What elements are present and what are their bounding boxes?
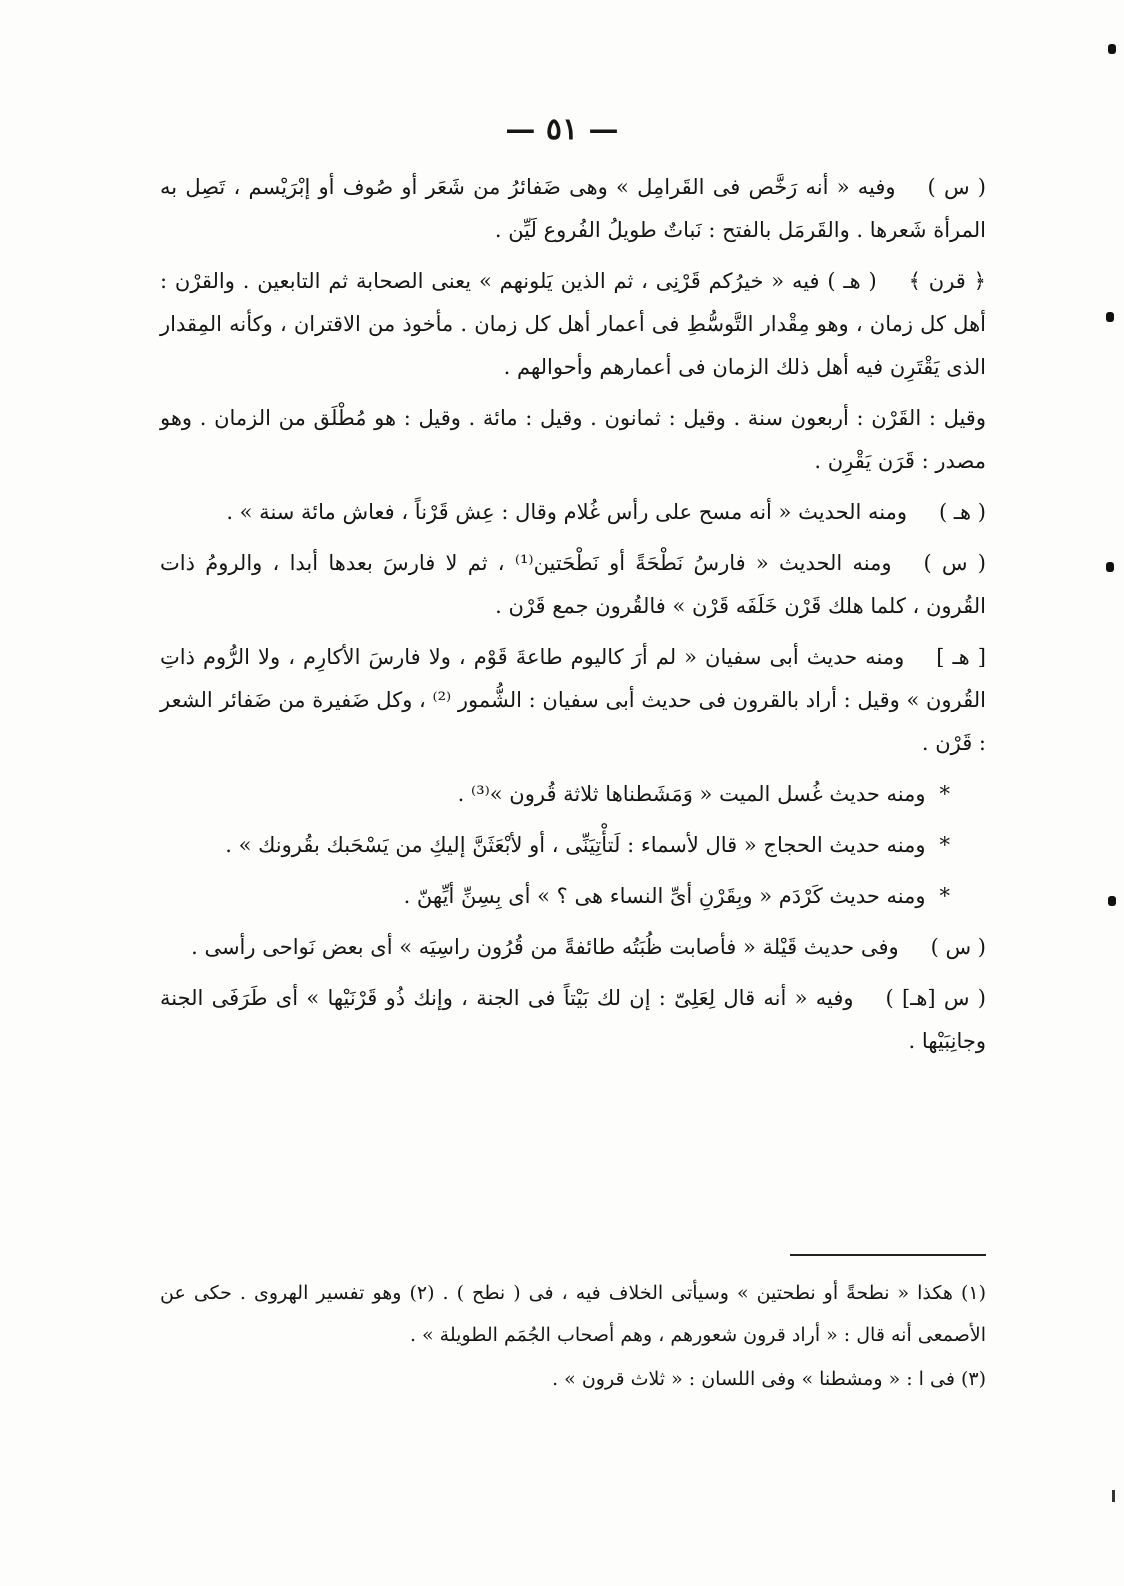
paragraph-3	[160, 397, 986, 483]
page-number: — ٥١ —	[505, 112, 619, 147]
paragraph-text: ( هـ ) فيه « خيرُكم قَرْنِى ، ثم الذين يَلونهم » يعنى الصحابة ثم التابعين . والقرْن : أهل كل زمان ، وهو مِقْدار التَّوسُّطِ فى أعمار أهل كل زمان . مأخوذ من الاقتران ، وكأنه المِقدار الذى يَقْتَرِن فيه أهل ذلك الزمان فى أعمارهم وأحوالهم .	[160, 269, 986, 379]
footnote-3: (٣) فى ا : « ومشطنا » وفى اللسان : « ثلاث قرون » .	[552, 1368, 986, 1390]
paragraph-1	[160, 166, 986, 252]
footnote-1-2: (١) هكذا « نطحةً أو نطحتين » وسيأتى الخلاف فيه ، فى ( نطح ) . (٢) وهو تفسير الهروى . حكى عن الأصمعى أنه قال : « أراد قرون شعورهم ، وهم أصحاب الجُمَم الطويلة » .	[160, 1282, 986, 1346]
margin-mark	[1108, 896, 1116, 906]
paragraph-text: ومنه حديث غُسل الميت « وَمَشَطناها ثلاثة قُرون »⁽³⁾ .	[457, 782, 926, 806]
paragraph-marker: ( س [هـ] )	[885, 986, 986, 1010]
paragraph-text: ومنه حديث كَرْدَم « وبِقَرْنِ أىِّ النساء هى ؟ » أى بِسِنِّ أيِّهنّ .	[403, 884, 926, 908]
margin-mark	[1106, 312, 1114, 322]
margin-mark	[1112, 1490, 1115, 1502]
paragraph-text: ومنه الحديث « أنه مسح على رأس غُلام وقال : عِش قَرْناً ، فعاش مائة سنة » .	[226, 500, 908, 524]
paragraph-11	[160, 977, 986, 1063]
asterisk-marker: *	[939, 782, 950, 806]
paragraph-2	[160, 260, 986, 389]
paragraph-text: ومنه حديث الحجاج « قال لأسماء : لَتأْتِيَنِّى ، أو لأبْعَثَنَّ إليكِ من يَسْحَبك بقُرونك » .	[225, 833, 926, 857]
asterisk-marker: *	[939, 884, 950, 908]
main-text	[160, 166, 986, 1071]
paragraph-text: وقيل : القَرْن : أربعون سنة . وقيل : ثمانون . وقيل : مائة . وقيل : هو مُطْلَق من الزمان . وهو مصدر : قَرَن يَقْرِن .	[160, 406, 986, 473]
footnotes	[160, 1272, 986, 1402]
paragraph-text: ومنه الحديث « فارسُ نَطْحَةً أو نَطْحَتين⁽¹⁾ ، ثم لا فارسَ بعدها أبدا ، والرومُ ذات القُرون ، كلما هلك قَرْن خَلَفَه قَرْن » فالقُرون جمع قَرْن .	[160, 551, 986, 618]
paragraph-marker: [ هـ ]	[936, 645, 986, 669]
paragraph-text: وفيه « أنه قال لِعَلِىّ : إن لك بَيْتاً فى الجنة ، وإنك ذُو قَرْنَيْها » أى طَرَفَى الجنة وجانِبَيْها .	[160, 986, 986, 1053]
paragraph-9	[160, 875, 986, 918]
paragraph-5	[160, 542, 986, 628]
paragraph-7	[160, 773, 986, 816]
margin-mark	[1108, 44, 1116, 54]
paragraph-text: وفى حديث قَيْلة « فأصابت ظُبَتُه طائفةً من قُرُون راسِيَه » أى بعض نَواحى رأسى .	[191, 935, 899, 959]
margin-mark	[1106, 562, 1114, 572]
paragraph-marker: ( س )	[923, 551, 987, 575]
paragraph-4	[160, 491, 986, 534]
entry-heading: ﴿ قرن ﴾	[908, 269, 986, 293]
paragraph-marker: ( س )	[930, 935, 986, 959]
footnote-divider	[790, 1254, 986, 1256]
asterisk-marker: *	[939, 833, 950, 857]
paragraph-8	[160, 824, 986, 867]
paragraph-marker: ( س )	[927, 175, 987, 199]
paragraph-text: ومنه حديث أبى سفيان « لم أرَ كاليوم طاعةَ قَوْم ، ولا فارسَ الأكارِم ، ولا الرُّوم ذاتِ القُرون » وقيل : أراد بالقرون فى حديث أبى سفيان : الشُّمور ⁽²⁾ ، وكل ضَفيرة من ضَفائر الشعر : قَرْن .	[160, 645, 986, 755]
paragraph-text: وفيه « أنه رَخَّص فى القَرامِل » وهى ضَفائرُ من شَعَر أو صُوف أو إبْرَيْسم ، تَصِل به المرأة شَعرها . والقَرمَل بالفتح : نَباتٌ طويلُ الفُروع لَيِّن .	[160, 175, 986, 242]
paragraph-10	[160, 926, 986, 969]
paragraph-marker: ( هـ )	[939, 500, 986, 524]
paragraph-6	[160, 636, 986, 765]
